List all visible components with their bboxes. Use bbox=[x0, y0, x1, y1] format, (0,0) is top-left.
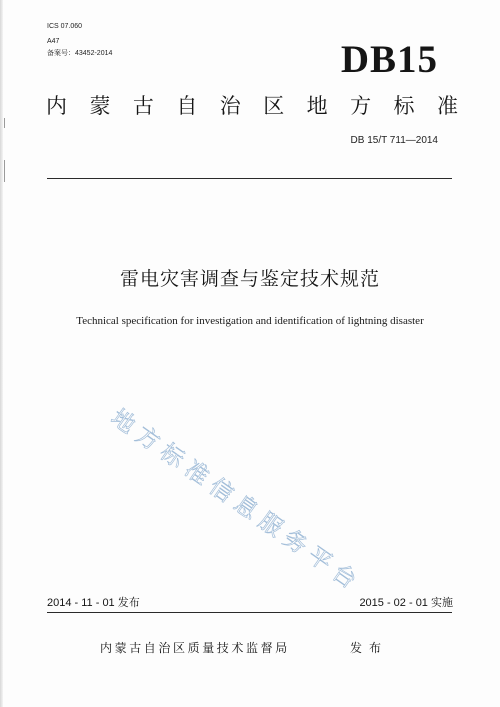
english-title: Technical specification for investigation and identification of lightning disaster bbox=[76, 315, 424, 327]
top-divider bbox=[47, 178, 452, 179]
ics-code: ICS 07.060 bbox=[47, 23, 83, 30]
classification-code: A47 bbox=[47, 38, 60, 45]
chinese-title: 雷电灾害调查与鉴定技术规范 bbox=[119, 268, 380, 290]
implementation-date: 2015 - 02 - 01 实施 bbox=[359, 597, 453, 609]
watermark-text: 地方标准信息服务平台 bbox=[105, 404, 367, 599]
organization-char: 准 bbox=[436, 94, 458, 118]
organization-char: 标 bbox=[393, 94, 415, 118]
organization-char: 自 bbox=[176, 94, 198, 118]
organization-char: 地 bbox=[306, 94, 328, 118]
organization-char: 内 bbox=[46, 94, 67, 118]
organization-char: 治 bbox=[219, 94, 241, 118]
organization-char: 方 bbox=[350, 94, 372, 118]
publish-label: 发布 bbox=[350, 641, 389, 655]
standard-number: DB 15/T 711—2014 bbox=[350, 135, 438, 146]
standard-code-logo: DB15 bbox=[340, 38, 438, 81]
organization-char: 区 bbox=[263, 94, 285, 118]
issue-date: 2014 - 11 - 01 发布 bbox=[47, 597, 140, 609]
standard-organization-heading bbox=[46, 93, 458, 119]
organization-char: 古 bbox=[132, 94, 154, 118]
bottom-divider bbox=[47, 612, 452, 613]
record-number: 备案号：43452-2014 bbox=[47, 50, 113, 57]
scan-artifact-mark bbox=[4, 118, 5, 128]
scan-artifact-mark bbox=[4, 160, 5, 182]
issuing-authority: 内蒙古自治区质量技术监督局 bbox=[100, 641, 290, 655]
organization-char: 蒙 bbox=[89, 94, 111, 118]
scan-edge-shadow bbox=[0, 0, 3, 707]
